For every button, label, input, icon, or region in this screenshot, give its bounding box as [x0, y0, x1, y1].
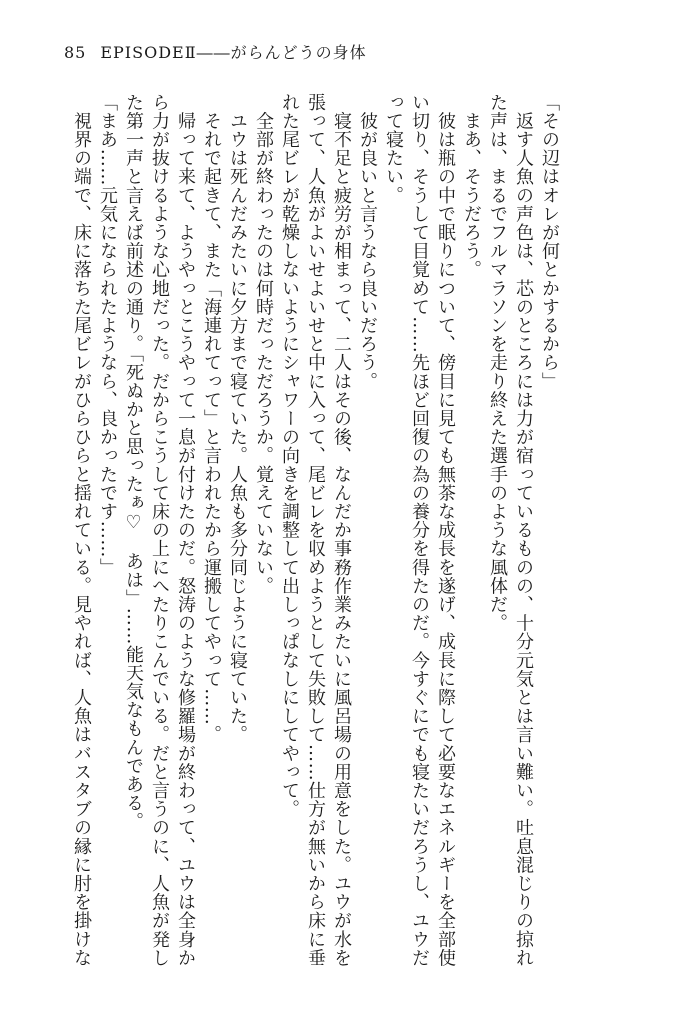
- text-line: ら力が抜けるような心地だった。だからこうして床の上にへたりこんでいる。だと言うのに、人魚が発し: [149, 93, 170, 968]
- text-line: 張って、人魚がよいせよいせと中に入って、尾ビレを収めようとして失敗して……仕方が無いから床に垂: [305, 93, 326, 968]
- text-line: れた尾ビレが乾燥しないようにシャワーの向きを調整して出しっぱなしにしてやって。: [279, 93, 300, 819]
- text-line: 彼は瓶の中で眠りについて、傍目に見ても無茶な成長を遂げ、成長に際して必要なエネルギーを全部使: [435, 93, 456, 968]
- text-line: 視界の端で、床に落ちた尾ビレがひらひらと揺れている。見やれば、人魚はバスタブの縁に肘を掛けな: [71, 93, 92, 968]
- text-line: 返す人魚の声色は、芯のところには力が宿っているものの、十分元気とは言い難い。吐息混じりの掠れ: [513, 93, 534, 968]
- text-line: ユウは死んだみたいに夕方まで寝ていた。人魚も多分同じように寝ていた。: [227, 93, 248, 744]
- text-line: 「まあ……元気になられたようなら、良かったです……」: [97, 93, 118, 577]
- text-line: 帰って来て、ようやっとこうやって一息が付けたのだ。怒涛のような修羅場が終わって、ユウは全身か: [175, 93, 196, 968]
- running-title: EPISODEⅡ――がらんどうの身体: [100, 43, 367, 62]
- page-number: 85: [64, 43, 87, 62]
- text-line: まあ、そうだろう。: [461, 93, 482, 279]
- text-line: た声は、まるでフルマラソンを走り終えた選手のような風体だ。: [487, 93, 508, 633]
- text-line: って寝たい。: [383, 93, 404, 205]
- text-line: 「その辺はオレが何とかするから」: [539, 93, 560, 391]
- text-line: それで起きて、また「海連れてって」と言われたから運搬してやって……。: [201, 93, 222, 744]
- text-line: 寝不足と疲労が相まって、二人はその後、なんだか事務作業みたいに風呂場の用意をした。ユウが水を: [331, 93, 352, 968]
- text-line: た第一声と言えば前述の通り。「死ぬかと思ったぁ♡ あは」……能天気なもんである。: [123, 93, 144, 831]
- running-header: [64, 40, 367, 63]
- body-text: [71, 93, 562, 968]
- text-line: 彼が良いと言うなら良いだろう。: [357, 93, 378, 391]
- text-line: 全部が終わったのは何時だっただろうか。覚えていない。: [253, 93, 274, 596]
- text-line: い切り、そうして目覚めて……先ほど回復の為の養分を得たのだ。今すぐにでも寝たいだろうし、ユウだ: [409, 93, 430, 968]
